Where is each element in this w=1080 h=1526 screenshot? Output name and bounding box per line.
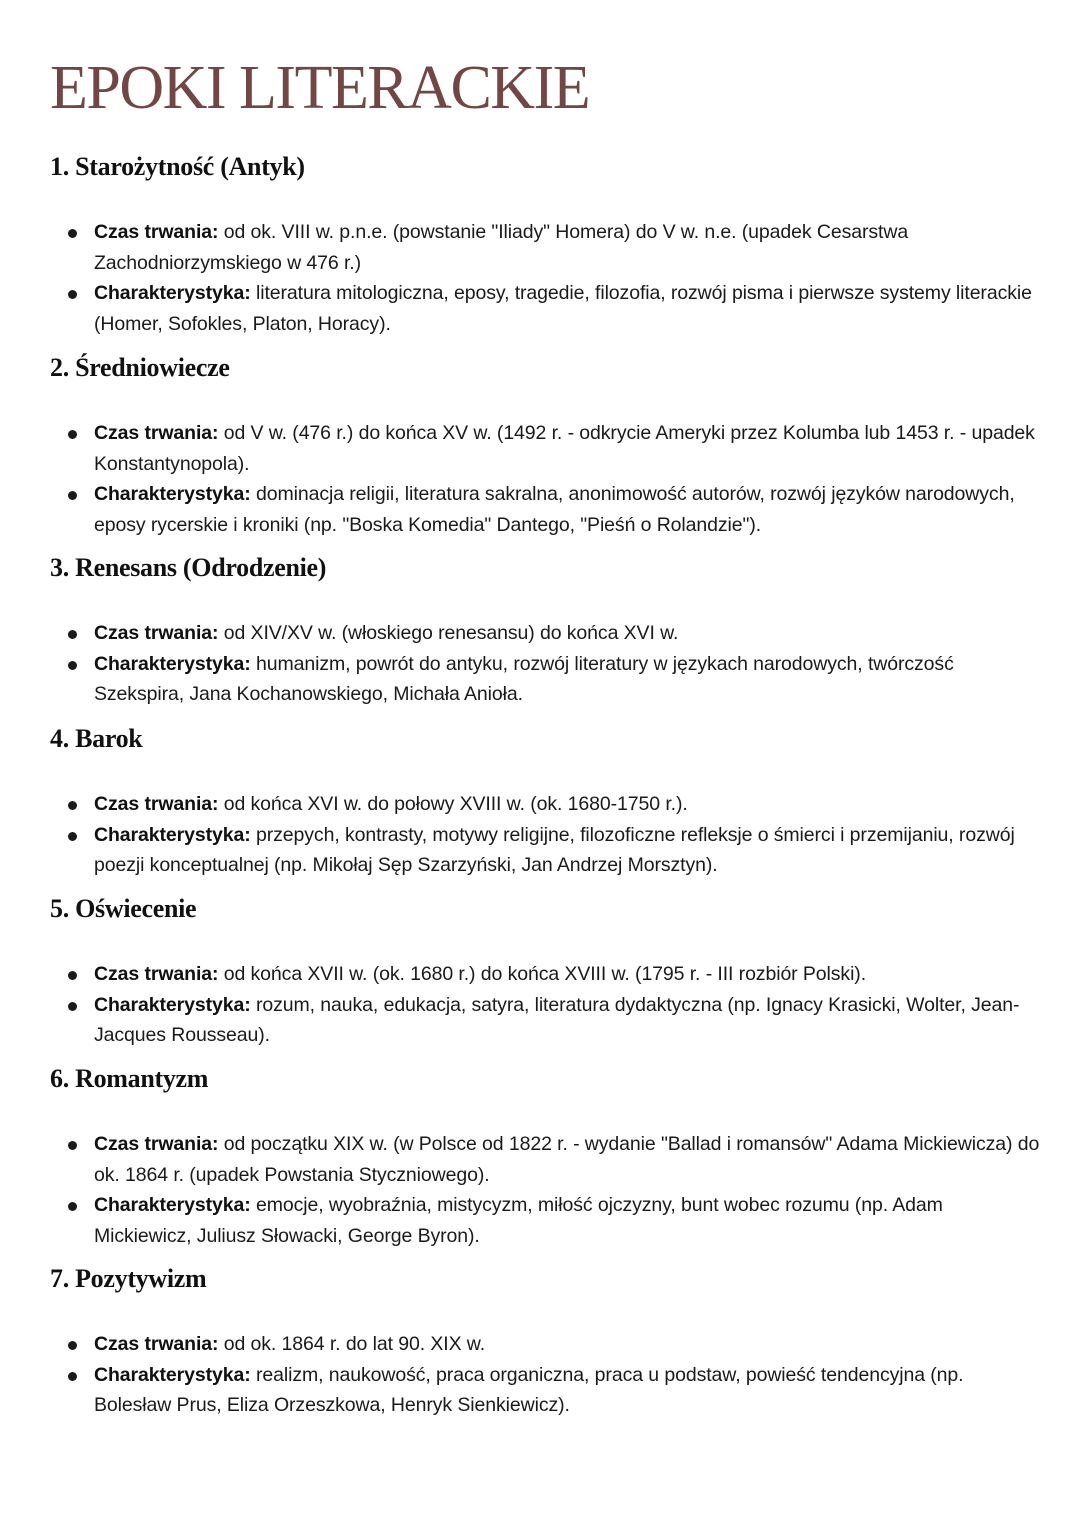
- bullet-icon: [68, 630, 77, 639]
- list-item-charakterystyka: [50, 278, 1040, 339]
- list-item-czas-trwania: [50, 1129, 1040, 1190]
- bullet-icon: [68, 1372, 77, 1381]
- item-text: literatura mitologiczna, eposy, tragedie, filozofia, rozwój pisma i pierwsze systemy literackie (Homer, Sofokles, Platon, Horacy).: [94, 282, 1032, 335]
- section-oswiecenie: [50, 893, 1040, 1051]
- item-text: emocje, wyobraźnia, mistycyzm, miłość ojczyzny, bunt wobec rozumu (np. Adam Mickiewicz, Juliusz Słowacki, George Byron).: [94, 1194, 943, 1247]
- item-text: humanizm, powrót do antyku, rozwój literatury w językach narodowych, twórczość Szekspira, Jana Kochanowskiego, Michała Anioła.: [94, 652, 954, 705]
- list-item-charakterystyka: [50, 649, 1040, 710]
- item-text: od końca XVII w. (ok. 1680 r.) do końca XVIII w. (1795 r. - III rozbiór Polski).: [218, 963, 867, 985]
- item-text: od ok. 1864 r. do lat 90. XIX w.: [218, 1333, 486, 1355]
- item-label: Czas trwania:: [94, 1133, 219, 1155]
- section-heading: 4. Barok: [50, 724, 143, 753]
- item-text: od ok. VIII w. p.n.e. (powstanie "Iliady" Homera) do V w. n.e. (upadek Cesarstwa Zachodniorzymskiego w 476 r.): [94, 221, 909, 274]
- list-item-charakterystyka: [50, 479, 1040, 540]
- bullet-icon: [68, 491, 77, 500]
- section-romantyzm: [50, 1063, 1040, 1251]
- item-text: od końca XVI w. do połowy XVIII w. (ok. 1680-1750 r.).: [218, 793, 688, 815]
- list-item-czas-trwania: [50, 789, 1040, 820]
- list-item-charakterystyka: [50, 990, 1040, 1051]
- item-label: Charakterystyka:: [94, 823, 251, 846]
- bullet-icon: [68, 832, 77, 841]
- item-text: realizm, naukowość, praca organiczna, praca u podstaw, powieść tendencyjna (np. Bolesław Prus, Eliza Orzeszkowa, Henryk Sienkiewicz).: [94, 1363, 964, 1416]
- bullet-icon: [68, 661, 77, 670]
- bullet-list: [50, 618, 1040, 710]
- list-item-charakterystyka: [50, 820, 1040, 881]
- list-item-czas-trwania: [50, 1329, 1040, 1360]
- bullet-icon: [68, 290, 77, 299]
- section-barok: [50, 723, 1040, 881]
- section-heading: 3. Renesans (Odrodzenie): [50, 553, 327, 582]
- section-pozytywizm: [50, 1263, 1040, 1421]
- section-starozytnosc: [50, 151, 1040, 339]
- item-label: Charakterystyka:: [94, 483, 251, 505]
- item-label: Czas trwania:: [94, 793, 219, 815]
- bullet-icon: [68, 1341, 77, 1350]
- item-text: przepych, kontrasty, motywy religijne, filozoficzne refleksje o śmierci i przemijaniu, rozwój poezji konceptualnej (np. Mikołaj Sęp Szarzyński, Jan Andrzej Morsztyn).: [94, 823, 1015, 876]
- bullet-icon: [68, 1002, 77, 1011]
- page-title: EPOKI LITERACKIE: [50, 54, 590, 122]
- bullet-list: [50, 1129, 1040, 1251]
- section-heading: 2. Średniowiecze: [50, 353, 230, 382]
- bullet-icon: [68, 229, 77, 238]
- bullet-icon: [68, 1141, 77, 1150]
- item-text: dominacja religii, literatura sakralna, anonimowość autorów, rozwój języków narodowych, eposy rycerskie i kroniki (np. "Boska Komedia" Dantego, "Pieśń o Rolandzie").: [94, 483, 1015, 536]
- bullet-list: [50, 217, 1040, 339]
- bullet-list: [50, 789, 1040, 881]
- list-item-czas-trwania: [50, 418, 1040, 479]
- item-text: od początku XIX w. (w Polsce od 1822 r. - wydanie "Ballad i romansów" Adama Mickiewicza) do ok. 1864 r. (upadek Powstania Styczniowego).: [94, 1133, 1040, 1186]
- section-heading: 5. Oświecenie: [50, 894, 197, 923]
- item-label: Czas trwania:: [94, 963, 219, 985]
- bullet-icon: [68, 971, 77, 980]
- section-heading: 6. Romantyzm: [50, 1064, 209, 1093]
- section-renesans: [50, 552, 1040, 710]
- item-label: Charakterystyka:: [94, 282, 251, 304]
- list-item-charakterystyka: [50, 1190, 1040, 1251]
- item-label: Czas trwania:: [94, 422, 219, 444]
- section-sredniowiecze: [50, 352, 1040, 540]
- item-label: Czas trwania:: [94, 1333, 219, 1355]
- item-text: od XIV/XV w. (włoskiego renesansu) do końca XVI w.: [218, 622, 679, 644]
- list-item-czas-trwania: [50, 618, 1040, 649]
- list-item-czas-trwania: [50, 959, 1040, 990]
- item-label: Charakterystyka:: [94, 652, 251, 675]
- bullet-list: [50, 418, 1040, 540]
- item-label: Czas trwania:: [94, 622, 219, 644]
- item-text: rozum, nauka, edukacja, satyra, literatura dydaktyczna (np. Ignacy Krasicki, Wolter, Jean-Jacques Rousseau).: [94, 993, 1020, 1046]
- bullet-list: [50, 959, 1040, 1051]
- item-label: Charakterystyka:: [94, 993, 251, 1016]
- bullet-list: [50, 1329, 1040, 1421]
- item-label: Charakterystyka:: [94, 1194, 251, 1216]
- bullet-icon: [68, 1202, 77, 1211]
- bullet-icon: [68, 430, 77, 439]
- bullet-icon: [68, 801, 77, 810]
- item-label: Charakterystyka:: [94, 1363, 251, 1386]
- item-label: Czas trwania:: [94, 221, 219, 243]
- item-text: od V w. (476 r.) do końca XV w. (1492 r. - odkrycie Ameryki przez Kolumba lub 1453 r. - upadek Konstantynopola).: [94, 422, 1035, 475]
- list-item-charakterystyka: [50, 1360, 1040, 1421]
- section-heading: 1. Starożytność (Antyk): [50, 152, 305, 181]
- section-heading: 7. Pozytywizm: [50, 1264, 207, 1293]
- list-item-czas-trwania: [50, 217, 1040, 278]
